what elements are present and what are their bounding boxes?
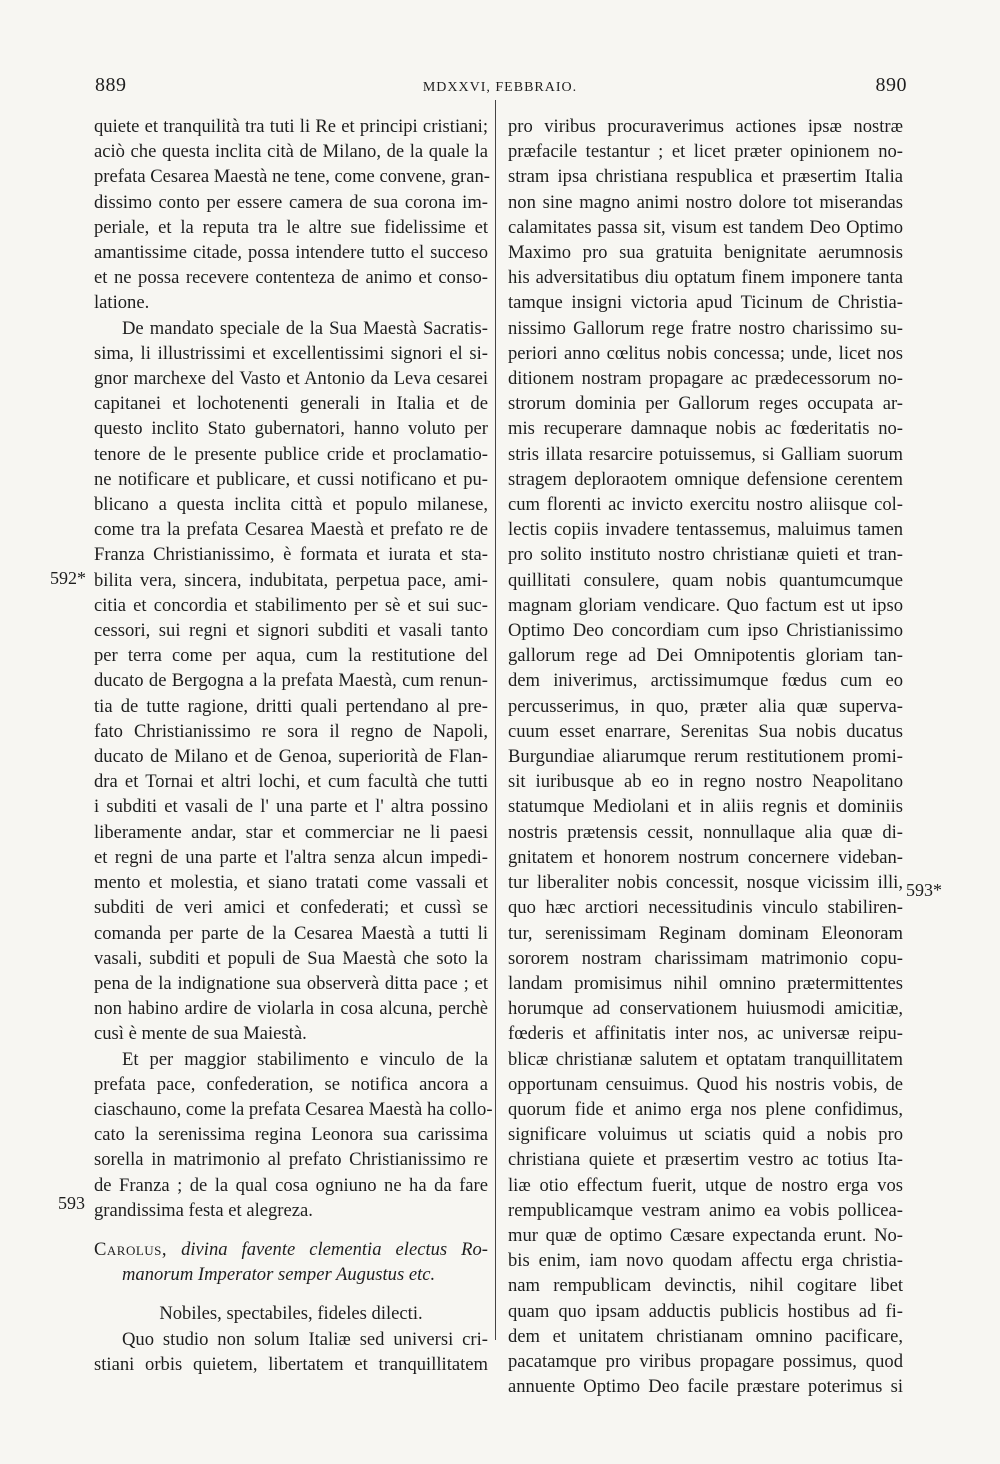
text-line: annuente Optimo Deo facile præstare poterimus si <box>508 1376 903 1398</box>
text-line: ducato de Milano et de Genoa, superiorità de Flan- <box>94 746 488 768</box>
text-line: Et per maggior stabilimento e vinculo de la <box>122 1048 488 1070</box>
text-line: de Franza ; de la qual cosa ogniuno ne ha da fare <box>94 1174 488 1196</box>
text-line: Quo studio non solum Italiæ sed universi cri- <box>122 1328 488 1350</box>
text-line: aciò che questa inclita cità de Milano, de la quale la <box>94 141 488 163</box>
text-line: blicano a questa inclita città et populo milanese, <box>94 494 488 516</box>
salutation: Nobiles, spectabiles, fideles dilecti. <box>159 1303 423 1325</box>
text-line: Burgundiae aliarumque rerum restitutionem promi- <box>508 746 903 768</box>
carolus-title-2: manorum Imperator semper Augustus etc. <box>122 1264 436 1286</box>
text-line: liberamente andar, star et commerciar ne li paesi <box>94 821 488 843</box>
text-line: pacatamque pro viribus propagare possimus, quod <box>508 1350 903 1372</box>
text-line: cato la serenissima regina Leonora sua carissima <box>94 1124 488 1146</box>
carolus-heading <box>94 1237 488 1287</box>
text-line: mento et molestia, et siano tratati come vassali et <box>94 872 488 894</box>
text-line: comanda per parte de la Cesarea Maestà a tutti li <box>94 922 488 944</box>
text-line: non sine magno animi nostro dolore tot miserandas <box>508 191 903 213</box>
latin-paragraph-continued <box>508 114 903 1399</box>
page-number-left: 889 <box>95 74 127 96</box>
text-line: bis enim, iam novo quodam affectu erga christia- <box>508 1250 903 1272</box>
text-line: grandissima festa et alegreza. <box>94 1199 313 1221</box>
text-line: nostris prætensis cessit, nonnullaque alia quæ di- <box>508 821 903 843</box>
text-line: cuum esset enarrare, Serenitas Sua nobis ducatus <box>508 720 903 742</box>
text-line: Optimo Deo concordiam cum ipso Christianissimo <box>508 620 903 642</box>
text-line: christiana quiete et præsertim vestro ac totius Ita- <box>508 1149 903 1171</box>
text-line: capitanei et lochotenenti generali in Italia et de <box>94 393 488 415</box>
text-line: gnitatem et honorem nostrum concernere videban- <box>508 846 903 868</box>
text-line: et ne possa recevere contenteza de animo et conso- <box>94 267 488 289</box>
italian-paragraph-1 <box>94 114 488 316</box>
text-line: per terra come per aqua, cum la restitutione del <box>94 645 488 667</box>
text-line: subditi de veri amici et confederati; et cussì se <box>94 897 488 919</box>
text-line: opportunam censuimus. Quod his nostris vobis, de <box>508 1073 903 1095</box>
carolus-title-1: divina favente clementia electus Ro- <box>181 1238 488 1260</box>
text-line: horumque ad conservationem huiusmodi amicitiæ, <box>508 998 903 1020</box>
text-line: questo inclito Stato gubernatori, hanno voluto per <box>94 418 488 440</box>
text-line: tenore de le presente publice cride et proclamatio- <box>94 443 488 465</box>
text-line: præfacile testantur ; et licet præter opinionem no- <box>508 141 903 163</box>
text-line: vasali, subditi et populi de Sua Maestà che soto la <box>94 947 488 969</box>
text-line: gnor marchexe del Vasto et Antonio da Leva cesarei <box>94 368 488 390</box>
text-line: liæ otio effectum fuerit, utque de nostro erga vos <box>508 1174 903 1196</box>
text-line: non habino ardire de violarla in cosa alcuna, perchè <box>94 998 488 1020</box>
text-line: tur liberaliter nobis concessit, nosque vicissim illi, <box>508 872 903 894</box>
text-line: periale, et la reputa tra le altre sue fidelissime et <box>94 216 488 238</box>
text-line: periori anno cœlitus nobis concessa; unde, licet nos <box>508 342 903 364</box>
text-line: latione. <box>94 292 150 314</box>
text-line: significare voluimus ut sciatis quid a nobis pro <box>508 1124 903 1146</box>
text-line: sorella in matrimonio al prefato Christianissimo re <box>94 1149 488 1171</box>
text-line: ciaschauno, come la prefata Cesarea Maestà ha collo- <box>94 1098 493 1120</box>
text-line: ne notificare et publicare, et cussi notificano et pu- <box>94 468 488 490</box>
right-column <box>508 114 903 1399</box>
text-line: magnam gloriam vendicare. Quo factum est ut ipso <box>508 594 903 616</box>
text-line: statumque Mediolani et in aliis regnis et dominiis <box>508 796 903 818</box>
text-line: dissimo conto per essere camera de sua corona im- <box>94 191 488 213</box>
text-line: ducato de Bergogna a la prefata Maestà, cum renun- <box>94 670 488 692</box>
text-line: quorum fide et animo erga nos plene confidimus, <box>508 1098 903 1120</box>
text-line: Maximo pro sua gratuita benignitate aerumnosis <box>508 242 903 264</box>
running-title: MDXXVI, FEBBRAIO. <box>422 80 578 95</box>
text-line: landam promisimus nihil omnino prætermittentes <box>508 972 903 994</box>
text-line: mis recuperare damnaque nobis ac fœderitatis no- <box>508 418 903 440</box>
text-line: cessori, sui regni et signori subditi et vasali tanto <box>94 620 488 642</box>
text-line: quiete et tranquilità tra tuti li Re et principi cristiani; <box>94 116 488 137</box>
text-line: dem iniverimus, arctissimumque fœdus cum eo <box>508 670 903 692</box>
page-number-right: 890 <box>875 74 907 96</box>
text-line: amantissime citade, possa intendere tutto el succeso <box>94 242 488 264</box>
text-line: prefata pace, confederation, se notifica ancora a <box>94 1073 488 1095</box>
text-line: pro viribus procuraverimus actiones ipsæ nostræ <box>508 116 903 137</box>
text-line: cusì è mente de sua Maiestà. <box>94 1023 307 1045</box>
text-line: percusserimus, in quo, præter alia quæ superva- <box>508 695 903 717</box>
text-line: stris illata resarcire potuissemus, si Galliam suorum <box>508 443 903 465</box>
text-line: sororem nostram charissimam matrimonio copu- <box>508 947 903 969</box>
italian-paragraph-2 <box>94 316 488 1047</box>
carolus-name: Carolus, <box>94 1238 168 1260</box>
text-line: sima, li illustrissimi et excellentissimi signori el si- <box>94 342 488 364</box>
text-line: pena de la indignatione sua observerà ditta pace ; et <box>94 972 488 994</box>
text-line: his adversitatibus diu optatum finem imponere tanta <box>508 267 903 289</box>
text-line: cum florenti ac invicto exercitu nostro aliisque col- <box>508 494 903 516</box>
margin-note-592: 592* <box>50 568 86 588</box>
text-line: tur, serenissimam Reginam dominam Eleonoram <box>508 922 903 944</box>
text-line: lectis copiis invadere tentassemus, maluimus tamen <box>508 519 903 541</box>
text-line: quillitati consulere, quam nobis quantumcumque <box>508 569 903 591</box>
text-line: bilita vera, sincera, indubitata, perpetua pace, ami- <box>94 569 488 591</box>
text-line: calamitates passa sit, visum est tandem Deo Optimo <box>508 216 903 238</box>
text-line: Franza Christianissimo, è formata et iurata et sta- <box>94 544 488 566</box>
text-line: pro solito instituto nostro christianæ quieti et tran- <box>508 544 903 566</box>
text-line: fato Christianissimo re sora il regno de Napoli, <box>94 720 488 742</box>
column-divider <box>495 100 496 1340</box>
italian-paragraph-3 <box>94 1047 493 1223</box>
text-line: quam quo ipsam adductis publicis hostibus ad fi- <box>508 1300 903 1322</box>
text-line: stragem deploraotem omnique defensione cerentem <box>508 468 903 490</box>
text-line: strorum dominia per Gallorum reges occupata ar- <box>508 393 903 415</box>
latin-paragraph-start <box>94 1327 488 1377</box>
text-line: sit iuribusque ab eo in regno nostro Neapolitano <box>508 771 903 793</box>
text-line: prefata Cesarea Maestà ne tene, come convene, gran- <box>94 166 490 188</box>
text-line: i subditi et vasali de l' una parte et l' altra possino <box>94 796 488 818</box>
margin-note-593-left: 593 <box>58 1193 85 1213</box>
text-line: stiani orbis quietem, libertatem et tranquillitatem <box>94 1353 488 1375</box>
text-line: citia et concordia et stabilimento per sè et sui suc- <box>94 594 488 616</box>
margin-note-593-right: 593* <box>906 880 942 900</box>
text-line: nissimo Gallorum rege fratre nostro charissimo su- <box>508 317 903 339</box>
text-line: gallorum rege ad Dei Omnipotentis gloriam tan- <box>508 645 903 667</box>
text-line: De mandato speciale de la Sua Maestà Sacratis- <box>122 317 488 339</box>
text-line: mur quæ de optimo Cæsare expectanda erunt. No- <box>508 1224 903 1246</box>
text-line: quo hæc arctiori necessitudinis vinculo stabiliren- <box>508 897 903 919</box>
text-line: come tra la prefata Cesarea Maestà et prefato re de <box>94 519 488 541</box>
text-line: tamque insigni victoria apud Ticinum de Christia- <box>508 292 903 314</box>
left-column <box>94 114 493 1377</box>
text-line: blicæ christianæ salutem et optatam tranquillitatem <box>508 1048 903 1070</box>
text-line: tia de tutte ragione, dritti quali pertendano al pre- <box>94 695 488 717</box>
text-line: dra et Tornai et altri lochi, et cum facultà che tutti <box>94 771 488 793</box>
text-line: fœderis et affinitatis inter nos, ac universæ reipu- <box>508 1023 903 1045</box>
text-line: stram ipsa christiana respublica et præsertim Italia <box>508 166 903 188</box>
text-line: rempublicamque vestram animo ea vobis pollicea- <box>508 1199 903 1221</box>
text-line: et regni de una parte et l'altra senza alcun impedi- <box>94 846 488 868</box>
text-line: ditionem nostram propagare ac prædecessorum no- <box>508 368 903 390</box>
text-line: dem et unitatem christianam omnino pacificare, <box>508 1325 903 1347</box>
text-line: nam rempublicam devinctis, nihil cogitare libet <box>508 1275 903 1297</box>
